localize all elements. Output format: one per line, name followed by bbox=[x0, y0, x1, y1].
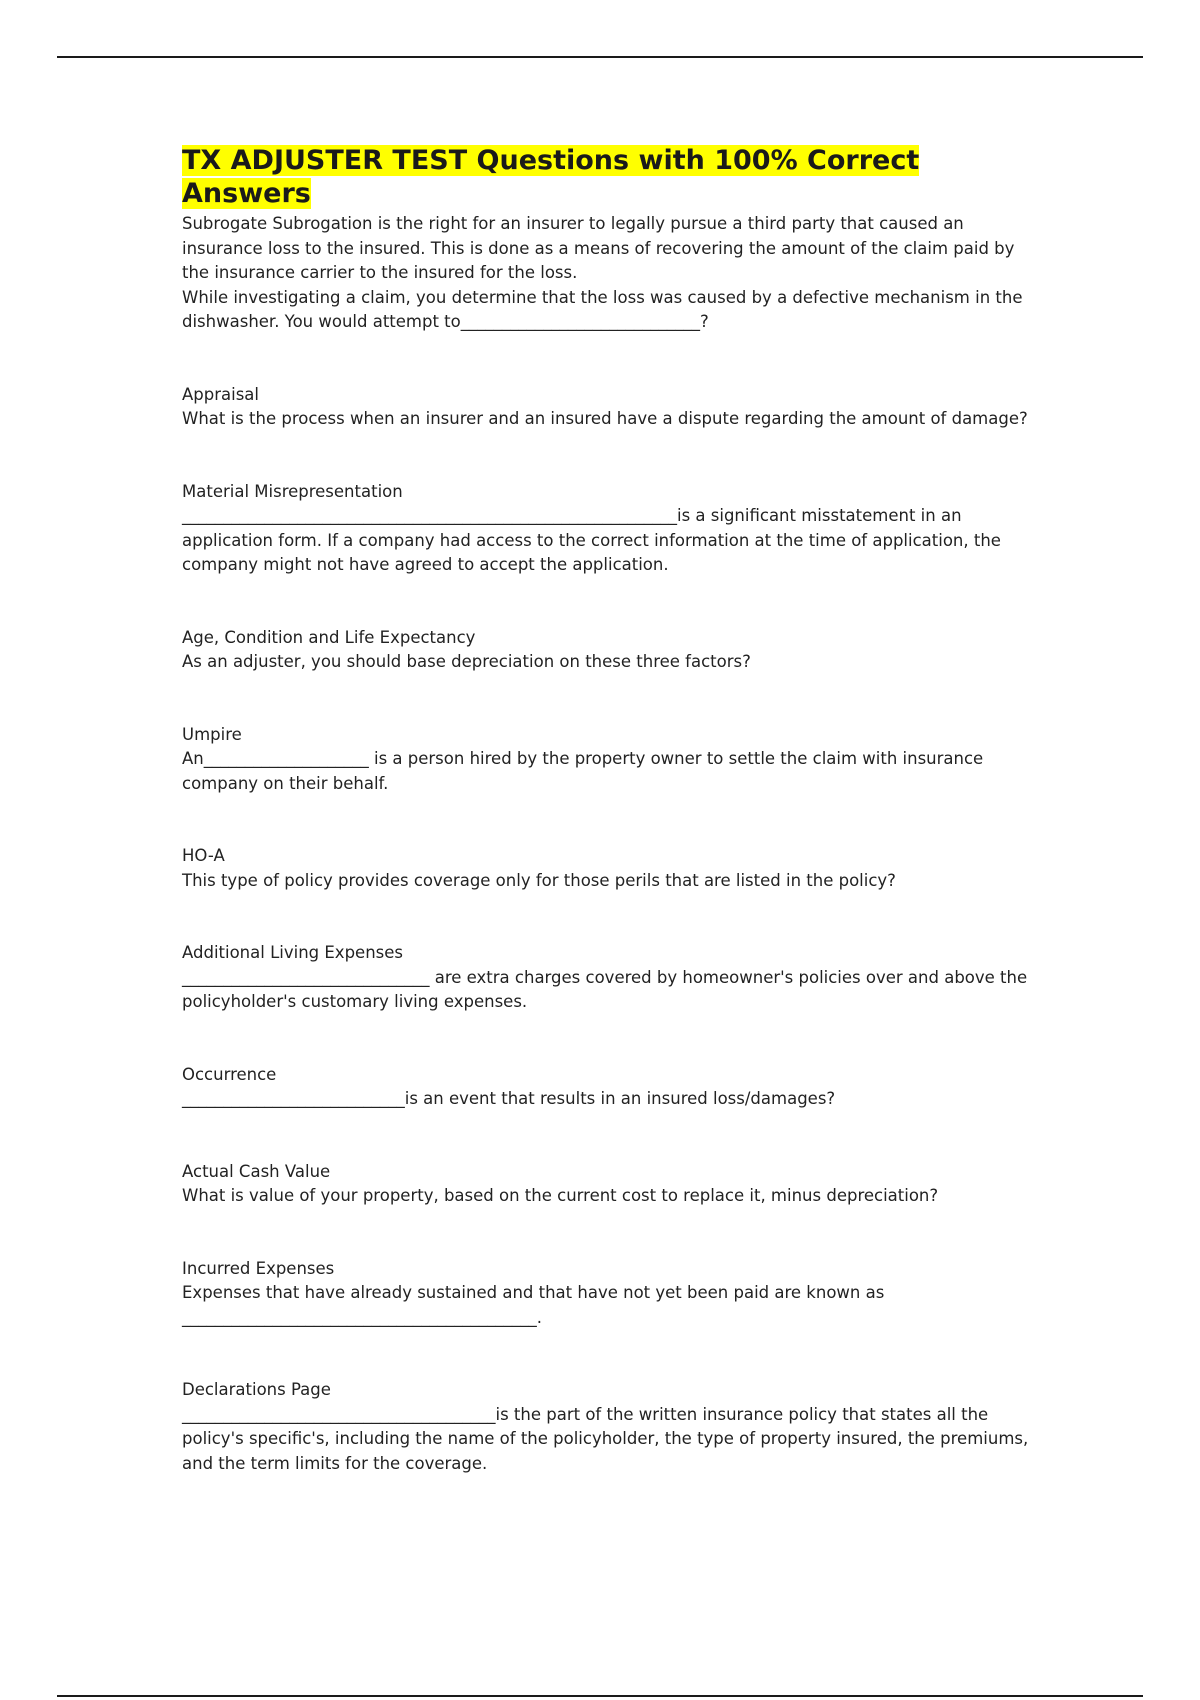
qa-answer: HO-A bbox=[182, 846, 225, 865]
qa-answer: Subrogate Subrogation is the right for an insurer to legally pursue a third party that caused an insurance loss to the insured. This is done as a means of recovering the amount of the claim paid by the insurance carrier to the insured for the loss. bbox=[182, 214, 1015, 282]
qa-answer: Additional Living Expenses bbox=[182, 943, 403, 962]
document-title: TX ADJUSTER TEST Questions with 100% Correct Answers bbox=[182, 145, 920, 209]
bottom-rule bbox=[57, 1695, 1143, 1697]
qa-item bbox=[182, 1063, 1042, 1112]
qa-item bbox=[182, 1257, 1042, 1331]
qa-item bbox=[182, 383, 1042, 432]
qa-answer: Age, Condition and Life Expectancy bbox=[182, 627, 476, 647]
qa-item bbox=[182, 1378, 1042, 1476]
qa-answer: Actual Cash Value bbox=[182, 1161, 331, 1181]
qa-question: As an adjuster, you should base depreciation on these three factors? bbox=[182, 652, 751, 671]
qa-answer: Incurred Expenses bbox=[182, 1258, 335, 1278]
qa-question: What is value of your property, based on the current cost to replace it, minus depreciation? bbox=[182, 1186, 939, 1205]
qa-question: ______________________________________is the part of the written insurance policy that states all the policy's specific's, including the name of the policyholder, the type of property insured, the premiums, and the term limits for the coverage. bbox=[182, 1404, 1029, 1473]
qa-answer: Appraisal bbox=[182, 384, 260, 404]
qa-item bbox=[182, 1160, 1042, 1209]
qa-question: ____________________________________________________________is a significant misstatement in an application form. If a company had access to the correct information at the time of application, the company might not have agreed to accept the application. bbox=[182, 506, 1001, 574]
qa-question: While investigating a claim, you determine that the loss was caused by a defective mechanism in the dishwasher. You would attempt to_____________________________? bbox=[182, 287, 1023, 331]
qa-item bbox=[182, 626, 1042, 675]
qa-question: ___________________________is an event that results in an insured loss/damages? bbox=[182, 1089, 836, 1108]
qa-answer: Declarations Page bbox=[182, 1380, 331, 1399]
qa-answer: Material Misrepresentation bbox=[182, 481, 403, 501]
top-rule bbox=[57, 56, 1143, 58]
qa-question: ______________________________ are extra charges covered by homeowner's policies over and above the policyholder's customary living expenses. bbox=[182, 967, 1028, 1011]
qa-question: An____________________ is a person hired by the property owner to settle the claim with insurance company on their behalf. bbox=[182, 749, 984, 793]
qa-item bbox=[182, 844, 1042, 893]
qa-answer: Occurrence bbox=[182, 1064, 277, 1084]
qa-question: What is the process when an insurer and an insured have a dispute regarding the amount of damage? bbox=[182, 409, 1028, 428]
qa-item bbox=[182, 723, 1042, 797]
qa-item bbox=[182, 941, 1042, 1015]
document-body bbox=[182, 144, 1042, 1476]
qa-item bbox=[182, 212, 1042, 335]
qa-question: Expenses that have already sustained and that have not yet been paid are known as ___________________________________________. bbox=[182, 1283, 885, 1327]
qa-answer: Umpire bbox=[182, 724, 242, 744]
qa-question: This type of policy provides coverage only for those perils that are listed in the policy? bbox=[182, 870, 896, 890]
qa-item bbox=[182, 480, 1042, 578]
